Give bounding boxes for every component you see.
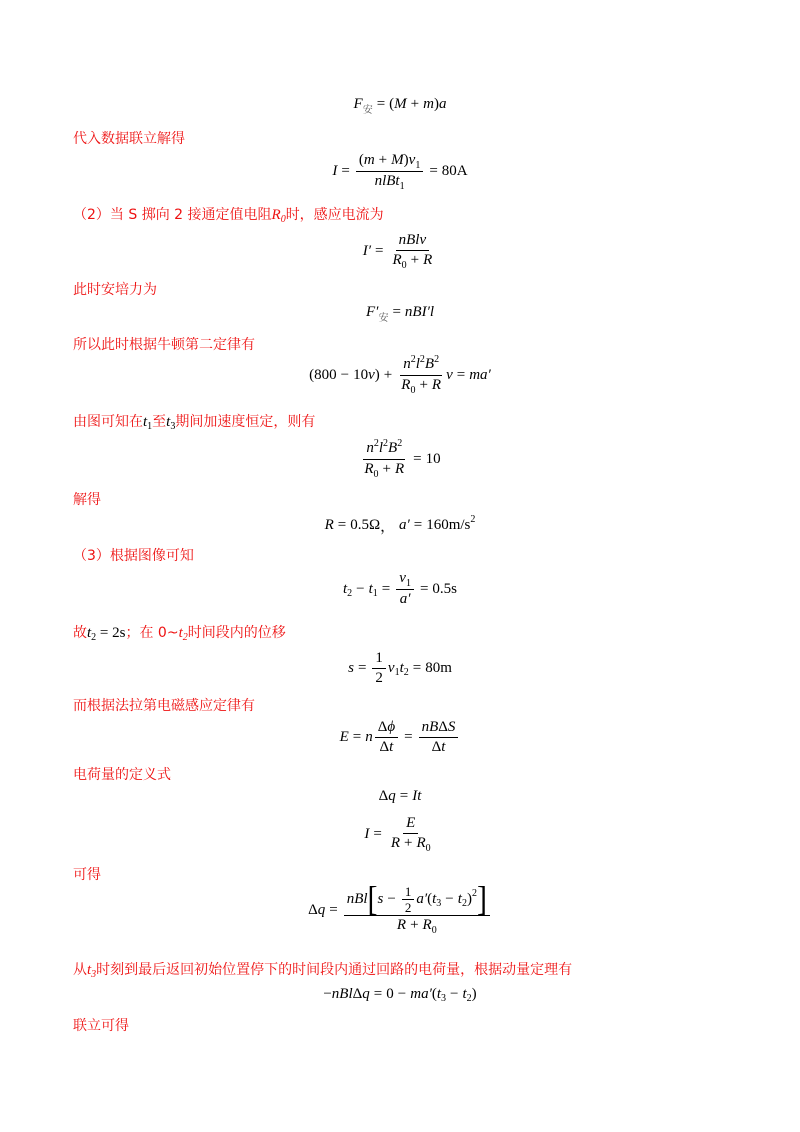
text-line-4: 所以此时根据牛顿第二定律有 [73, 337, 255, 353]
equation-charge-definition: Δ q = It [378, 788, 422, 804]
text-line-8c: 时间段内的位移 [187, 625, 286, 641]
text-line-13: 联立可得 [73, 1018, 129, 1034]
text-line-3: 此时安培力为 [73, 282, 157, 298]
text-line-9: 而根据法拉第电磁感应定律有 [73, 698, 255, 714]
equation-ohm-law: I = $\frac{E}{R + R_0}$ [364, 815, 431, 854]
displacement-value: 80m [425, 660, 452, 676]
equation-solution-R-a: R = 0.5Ω ， a′ = 160m/s 2 [324, 514, 476, 535]
text-line-12b: 时刻到最后返回初始位置停下的时间段内通过回路的电荷量，根据动量定理有 [96, 962, 573, 978]
text-line-1: 代入数据联立解得 [73, 131, 185, 147]
dt-value: 0.5s [432, 580, 457, 597]
current-value: 80A [441, 163, 468, 179]
text-line-2a: （2）当 S 掷向 2 接通定值电阻 [73, 207, 272, 223]
text-line-8a: 故 [73, 625, 87, 641]
equation-time-interval: t 2 − t 1 = $\frac{v_1}{a'}$ = 0.5s [342, 570, 457, 607]
equation-faraday-law: E = n $\frac{\Delta\phi}{\Delta t}$ = $\frac{\text{nBΔS}}{\Delta t}$ [0, 719, 800, 756]
text-line-7: （3）根据图像可知 [73, 548, 194, 564]
text-line-5b: 至 [152, 414, 167, 430]
text-line-10: 电荷量的定义式 [73, 767, 171, 783]
equation-accel-constant: $\frac{n^2l^2B^2}{R_0 + R}$ = 10 [364, 438, 441, 480]
text-line-12: 从$t_3$时刻到最后返回初始位置停下的时间段内通过回路的电荷量，根据动量定理有 [73, 962, 573, 980]
ratio-value: 10 [425, 451, 441, 467]
text-line-5: 由图可知在$t_1$至$t_3$期间加速度恒定，则有 [73, 414, 316, 432]
text-line-5c: 期间加速度恒定，则有 [175, 414, 316, 430]
const-800: 800 [314, 367, 337, 383]
t2-value: 2s [112, 625, 126, 641]
text-line-8b: ；在 0~ [125, 625, 179, 641]
text-line-12a: 从 [73, 962, 87, 978]
equation-ampere-force: F′ 安 = nBI′l [365, 304, 435, 324]
resistance-value: 0.5Ω [350, 517, 381, 533]
equation-current-I-prime: I′ = $\frac{\text{nBlv}}{R_0 + R}$ [362, 232, 433, 271]
text-line-2b: 时，感应电流为 [285, 207, 384, 223]
text-line-11: 可得 [73, 867, 101, 883]
coef-10: 10 [353, 367, 369, 383]
equation-charge-result: Δ q = nBl [ s − $\frac{1}{2}$ a′ ( t 3 − t 2 ) 2 ] $R + R_0$ [0, 885, 800, 935]
equation-current-I: I = $\frac{(m + M)v_1}{nlBt_1}$ = 80A [332, 152, 468, 192]
equation-newton-2nd-law-2: ( 800 − 10 v ) + $\frac{n^2l^2B^2}{R_0 + R}$ v = ma′ [309, 354, 491, 396]
equation-displacement: s = $\frac{1}{2}$ v 1 t 2 = 80m [348, 650, 452, 686]
text-line-2: （2）当 S 掷向 2 接通定值电阻$R_0$时，感应电流为 [73, 207, 384, 225]
equation-momentum-theorem: − nBl Δ q = 0 − ma′ ( t 3 − t 2 ) [323, 986, 477, 1004]
text-line-6: 解得 [73, 492, 101, 508]
text-line-5a: 由图可知在 [73, 414, 143, 430]
text-line-8: 故$t_2 = 2s$；在 $0\sim t_2$时间段内的位移 [73, 625, 286, 643]
equation-newton-2nd-law-1: F 安 = ( M + m ) a [353, 96, 447, 116]
accel-value: 160m/s [426, 517, 471, 533]
